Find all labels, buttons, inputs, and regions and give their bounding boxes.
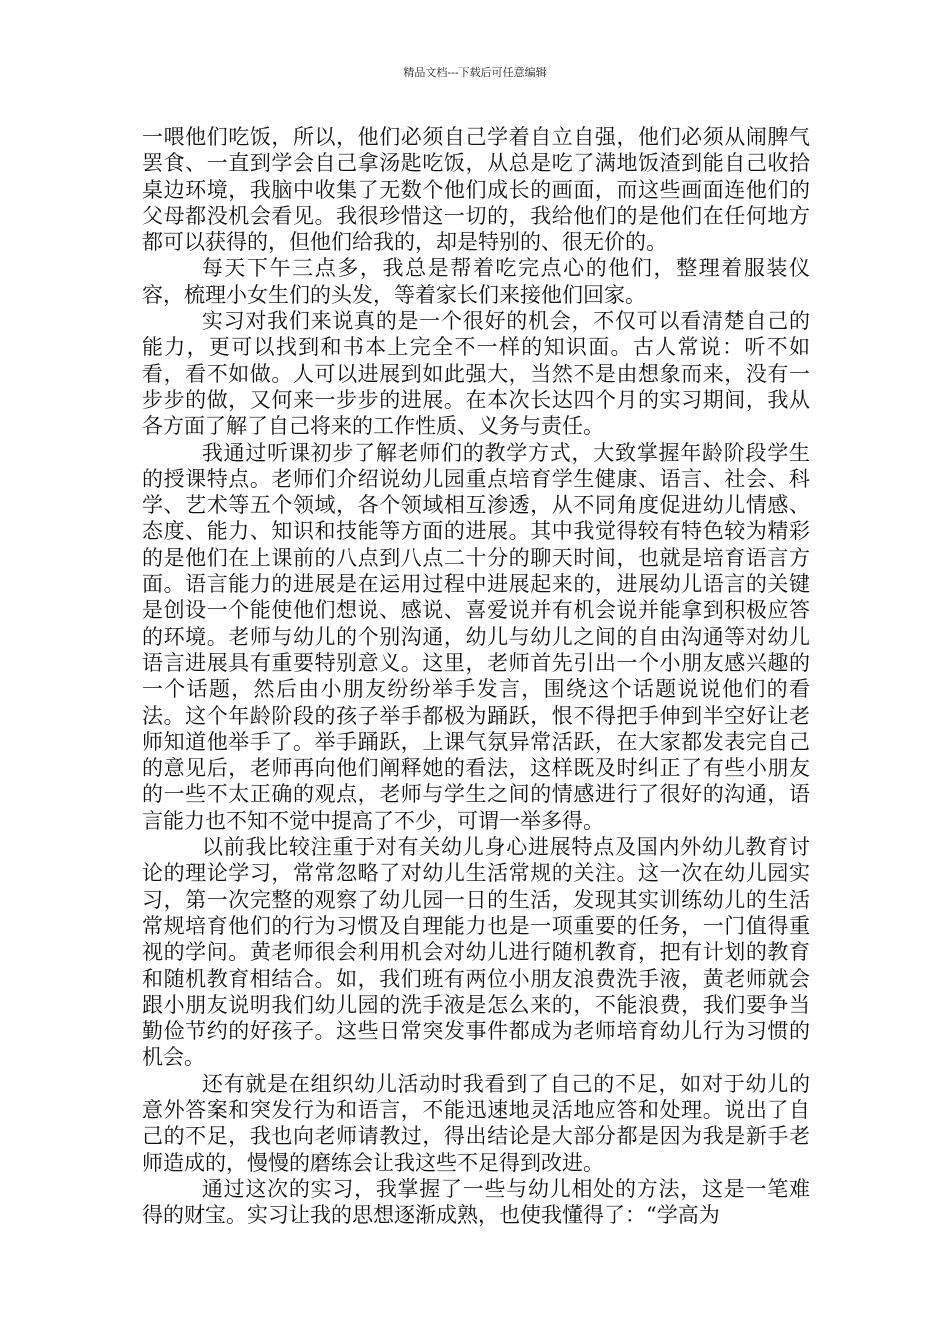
paragraph-continued: 一喂他们吃饭，所以，他们必须自己学着自立自强，他们必须从闹脾气罢食、一直到学会自己拿汤匙吃饭，从总是吃了满地饭渣到能自己收拾桌边环境，我脑中收集了无数个他们成长的画面，而这些画面连他们的父母都没机会看见。我很珍惜这一切的，我给他们的是他们在任何地方都可以获得的，但他们给我的，却是特别的、很无价的。 bbox=[142, 125, 810, 255]
paragraph: 实习对我们来说真的是一个很好的机会，不仅可以看清楚自己的能力，更可以找到和书本上完全不一样的知识面。古人常说：听不如看，看不如做。人可以进展到如此强大，当然不是由想象而来，没有一步步的做，又何来一步步的进展。在本次长达四个月的实习期间，我从各方面了解了自己将来的工作性质、义务与责任。 bbox=[142, 309, 810, 439]
paragraph: 通过这次的实习，我掌握了一些与幼儿相处的方法，这是一笔难得的财宝。实习让我的思想逐渐成熟，也使我懂得了：“学高为 bbox=[142, 1176, 810, 1228]
paragraph: 每天下午三点多，我总是帮着吃完点心的他们，整理着服装仪容，梳理小女生们的头发，等着家长们来接他们回家。 bbox=[142, 256, 810, 307]
paragraph: 以前我比较注重于对有关幼儿身心进展特点及国内外幼儿教育讨论的理论学习，常常忽略了对幼儿生活常规的关注。这一次在幼儿园实习，第一次完整的观察了幼儿园一日的生活，发现其实训练幼儿的生活常规培育他们的行为习惯及自理能力也是一项重要的任务，一门值得重视的学问。黄老师很会利用机会对幼儿进行随机教育，把有计划的教育和随机教育相结合。如，我们班有两位小朋友浪费洗手液，黄老师就会跟小朋友说明我们幼儿园的洗手液是怎么来的，不能浪费，我们要争当勤俭节约的好孩子。这些日常突发事件都成为老师培育幼儿行为习惯的机会。 bbox=[142, 835, 810, 1070]
paragraph: 我通过听课初步了解老师们的教学方式，大致掌握年龄阶段学生的授课特点。老师们介绍说幼儿园重点培育学生健康、语言、社会、科学、艺术等五个领域，各个领域相互渗透，从不同角度促进幼儿情感、态度、能力、知识和技能等方面的进展。其中我觉得较有特色较为精彩的是他们在上课前的八点到八点二十分的聊天时间，也就是培育语言方面。语言能力的进展是在运用过程中进展起来的，进展幼儿语言的关键是创设一个能使他们想说、感说、喜爱说并有机会说并能拿到积极应答的环境。老师与幼儿的个别沟通，幼儿与幼儿之间的自由沟通等对幼儿语言进展具有重要特别意义。这里，老师首先引出一个小朋友感兴趣的一个话题，然后由小朋友纷纷举手发言，围绕这个话题说说他们的看法。这个年龄阶段的孩子举手都极为踊跃，恨不得把手伸到半空好让老师知道他举手了。举手踊跃，上课气氛异常活跃，在大家都发表完自己的意见后，老师再向他们阐释她的看法，这样既及时纠正了有些小朋友的一些不太正确的观点，老师与学生之间的情感进行了很好的沟通，语言能力也不知不觉中提高了不少，可谓一举多得。 bbox=[142, 440, 810, 833]
paragraph: 还有就是在组织幼儿活动时我看到了自己的不足，如对于幼儿的意外答案和突发行为和语言，不能迅速地灵活地应答和处理。说出了自己的不足，我也向老师请教过，得出结论是大部分都是因为我是新手老师造成的，慢慢的磨练会让我这些不足得到改进。 bbox=[142, 1071, 810, 1175]
document-body bbox=[142, 124, 810, 1228]
page-header: 精品文档---下载后可任意编辑 bbox=[403, 66, 547, 79]
